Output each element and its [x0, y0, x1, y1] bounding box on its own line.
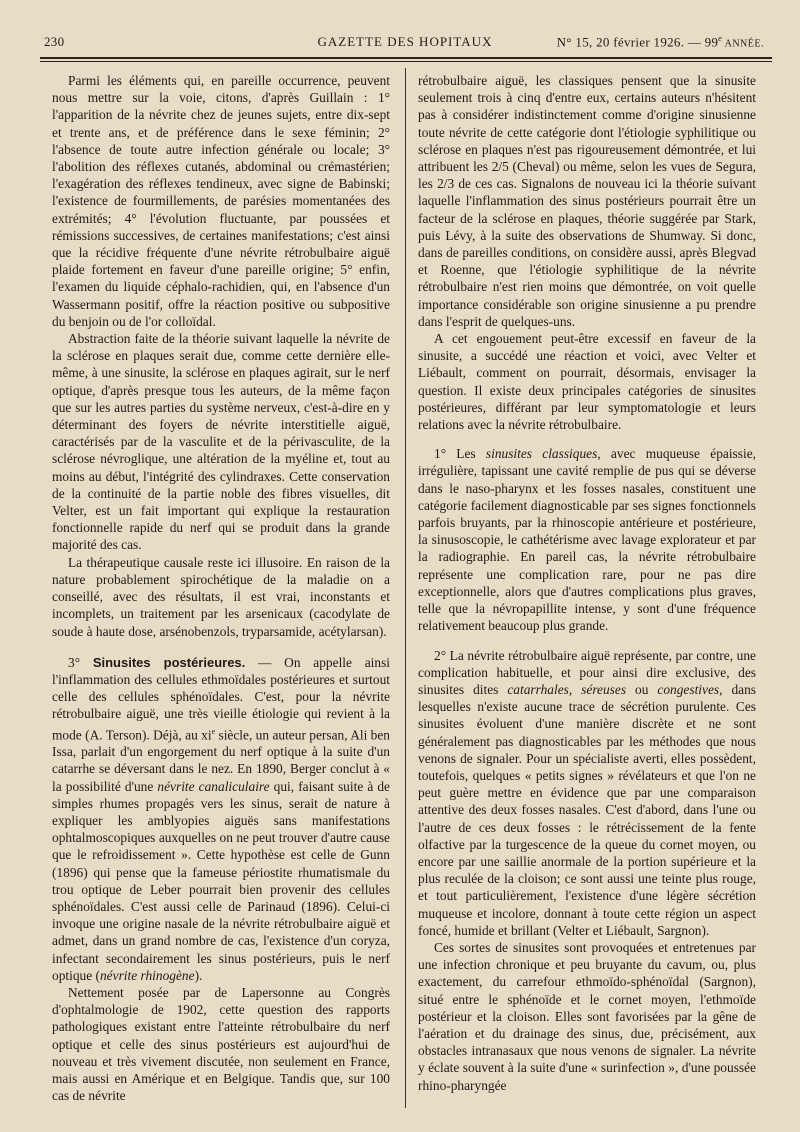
text-run: ou [626, 681, 658, 697]
italic-term: névrite canaliculaire [157, 778, 270, 794]
running-header [40, 34, 770, 56]
text-run: qui, faisant suite à de simples rhumes propagés vers les sinus, serait de nature à expliquer les amblyopies aiguës sans manifestations ophtalmoscopiques auxquelles on ne peut trouver d'autre cause que le refroidissement ». Cette hypothèse est celle de Gunn (1896) qui pense que la fameuse périostite rhumatismale du trou optique de Leber pourrait bien provenir des cellules sphénoïdales. C'est aussi celle de Parinaud (1896). Celui-ci invoque une origine nasale de la névrite rétrobulbaire aiguë et admet, dans un grand nombre de cas, l'existence d'un coryza, infectant secondairement les sinus postérieurs, puis le nerf optique ( [52, 778, 391, 983]
journal-title: GAZETTE DES HOPITAUX [317, 34, 493, 49]
text-run: , dans lesquelles n'existe aucune trace de sécrétion purulente. Ces sinusites évoluent d'une manière discrète et ne sont généralement pas diagnosticables par les méthodes que nous venons de signaler. Pour un spécialiste averti, elles possèdent, toutefois, quelques « petits signes » révélateurs et que l'on ne peut guère mettre en évidence que par une comparaison attentive des deux fosses nasales. C'est d'abord, dans l'une ou l'autre de ces deux fosses : le rétrécissement de la fente olfactive par la turgescence de la queue du cornet moyen, ou encore par une saillie anormale de la portion supérieure et la plus reculée de la cloison; ce sont aussi une teinte plus rouge, et tout particulièrement, l'existence d'une légère sécrétion muqueuse et incolore, donnant à toute cette région un aspect foncé, humide et brillant (Velter et Liébault, Sargnon). [418, 681, 756, 938]
paragraph: Abstraction faite de la théorie suivant laquelle la névrite de la sclérose en plaques serait due, comme cette dernière elle-même, à une sinusite, la sclérose en plaques agirait, sur le nerf optique, d'après presque tous les auteurs, de la même façon que sur les autres parties du système nerveux, c'est-à-dire en y déterminant des foyers de névrite interstitielle aiguë, caractérisés par de la vasculite et de la périvasculite, de la sclérose névroglique, une altération de la myéline et, tout au moins au début, l'intégrité des cylindraxes. Cette conservation de la continuité de la partie noble des fibres visuelles, dit Velter, est un fait important qui explique la restauration fonctionnelle rapide du nerf qui se produit dans la grande majorité des cas. [52, 331, 390, 553]
text-run: — On appelle ainsi l'inflammation des cellules ethmoïdales postérieures et surtout celle des cellules sphénoïdales. C'est, pour la névrite rétrobulbaire aiguë, une très vieille étiologie qui revient à la mode (A. Terson). Déjà, au [52, 654, 390, 742]
section-number: 3° [68, 654, 93, 670]
page-number: 230 [44, 34, 65, 49]
paragraph: Parmi les éléments qui, en pareille occurrence, peuvent nous mettre sur la voie, citons, d'après Guillain : 1° l'apparition de la névrite chez de jeunes sujets, entre dix-sept et trente ans, et de préférence dans le sexe féminin; 2° l'absence de toute autre infection générale ou locale; 3° l'abolition des réflexes cutanés, abdominal ou crémastérien; l'exagération des réflexes tendineux, avec signe de Babinski; l'existence de fourmillements, de parésies momentanées des extrémités; 4° l'évolution fluctuante, par poussées et rémissions successives, de certaines manifestations; c'est ainsi que la récidive fréquente d'une névrite rétrobulbaire aiguë plaide fortement en faveur d'une pareille origine; 5° enfin, l'examen du liquide céphalo-rachidien, qui, en l'absence d'un Wassermann positif, offre la réaction positive ou subpositive du benjoin ou de l'or colloïdal. [52, 73, 390, 329]
section-paragraph [52, 654, 390, 984]
italic-term: congestives [657, 681, 720, 697]
paragraph: La thérapeutique causale reste ici illusoire. En raison de la nature probablement spirochétique de la maladie on a conseillé, avec des résultats, il est vrai, inconstants et incomplets, un traitement par les arsenicaux (cacodylate de soude à haute dose, arsénobenzols, tryparsamide, acétylarsan). [52, 554, 390, 639]
left-column [52, 72, 390, 1104]
column-divider [405, 68, 406, 1108]
text-run: 1° Les [434, 446, 486, 462]
header-rule-thin [40, 61, 772, 62]
section-title: Sinusites postérieures. [92, 654, 246, 670]
paragraph [418, 647, 756, 939]
issue-edition-sup: e [718, 34, 723, 43]
header-rule [40, 57, 772, 59]
italic-term: sinusites classiques [485, 446, 598, 462]
paragraph: Nettement posée par de Lapersonne au Congrès d'ophtalmologie de 1902, cette question des rapports pathologiques existant entre l'atteinte rétrobulbaire du nerf optique et celle des sinus postérieurs est aujourd'hui de nouveau et très vivement discutée, non seulement en France, mais aussi en Amérique et en Belgique. Tandis que, sur 100 cas de névrite [52, 985, 390, 1104]
text-run: ). [194, 967, 203, 983]
paragraph: Ces sortes de sinusites sont provoquées et entretenues par une infection chronique et peu bruyante du cavum, ou, plus exactement, du carrefour ethmoïdo-sphénoïdal (Sargnon), situé entre le sphénoïde et le cornet moyen, l'ethmoïde postérieur et la cloison. Elles sont favorisées par la gêne de l'aération et du drainage des sinus, due, précisément, aux obstacles intranasaux que nous venons de signaler. La névrite y éclate souvent à la suite d'une « surinfection », d'une poussée rhino-pharyngée [418, 939, 756, 1093]
issue-date: N° 15, 20 février 1926. — 99 [556, 34, 719, 50]
issue-info [557, 34, 764, 50]
italic-term: névrite rhinogène [99, 967, 195, 983]
text-run: , avec muqueuse épaissie, irrégulière, tapissant une cavité remplie de pus qui se déverse dans le naso-pharynx et les fosses nasales, constituent une catégorie facilement diagnosticable par ses signes fonctionnels parfois bruyants, par la rhinoscopie antérieure et postérieure, la sinusoscopie, le cathétérisme avec lavage explorateur et par la radiographie. En pareil cas, la névrite rétrobulbaire représente une complication rare, pour ne pas dire exceptionnelle, alors que d'autres complications plus graves, telle que la névropapillite intense, y sont d'une fréquence relativement beaucoup plus grande. [418, 446, 756, 634]
issue-annee: ANNÉE. [722, 38, 764, 50]
text-run: xi [201, 726, 212, 742]
italic-term: catarrhales, séreuses [507, 681, 627, 697]
paragraph [418, 445, 756, 634]
paragraph: rétrobulbaire aiguë, les classiques pensent que la sinusite seulement trois à cinq d'entre eux, certains auteurs n'hésitent pas à considérer indistinctement comme d'origine sinusienne toute névrite de cette catégorie dont l'étiologie syphilitique ou sclérose en plaques n'est pas rigoureusement démontrée, et lui attribuent les 2/5 (Cheval) ou même, selon les vues de Segura, les 2/3 de ces cas. Signalons de nouveau ici la théorie suivant laquelle l'inflammation des sinus postérieurs pourrait être un facteur de la sclérose en plaques, théorie suggérée par Stark, puis Lévy, à la suite des observations de Shumway. Si donc, dans de pareilles conditions, on considère aussi, après Blegvad et Roenne, que l'étiologie syphilitique de la névrite rétrobulbaire n'est rien moins que démontrée, on voit quelle importance considérable son origine sinusienne a pu prendre dans l'esprit de quelques-uns. [418, 73, 756, 329]
text-run: siècle, un auteur persan, Ali ben Issa, parlait d'un engorgement du nerf optique à la suite d'un catarrhe se déversant dans le nez. En 1890, Berger conclut à « la possibilité d'une [52, 726, 391, 794]
text-sup: e [211, 726, 216, 736]
right-column [418, 72, 756, 1094]
text-run: 2° La névrite rétrobulbaire aiguë représente, par contre, une complication habituelle, et pour ainsi dire exclusive, des sinusites dites [418, 647, 756, 697]
paragraph: A cet engouement peut-être excessif en faveur de la sinusite, a succédé une réaction et voici, avec Velter et Liébault, comment on pourrait, désormais, envisager la question. Il existe deux principales catégories de sinusites postérieures, différant par leur symptomatologie et leurs relations avec la névrite rétrobulbaire. [418, 331, 756, 433]
